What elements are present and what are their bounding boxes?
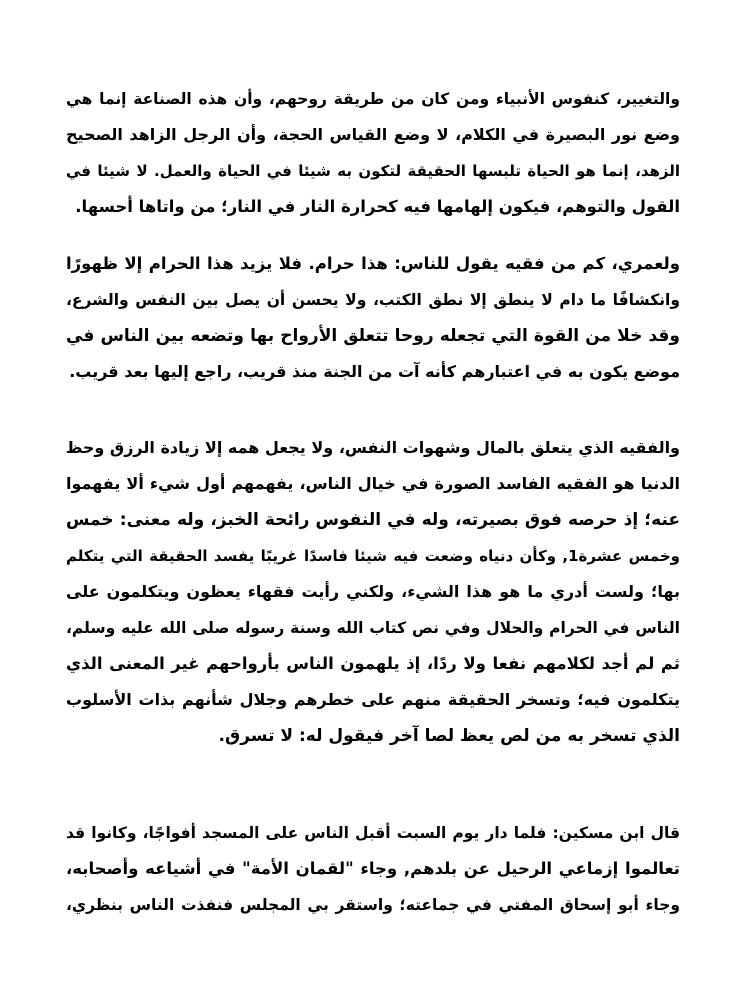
- text-line: بها؛ ولست أدري ما هو هذا الشيء، ولكني رأيت فقهاء يعظون ويتكلمون على: [66, 582, 680, 601]
- text-line: الناس في الحرام والحلال وفي نص كتاب الله وسنة رسوله صلى الله عليه وسلم،: [66, 619, 680, 637]
- text-line: ثم لم أجد لكلامهم نفعا ولا ردًا، إذ يلهمون الناس بأرواحهم غير المعنى الذي: [66, 654, 680, 673]
- paragraph: [66, 246, 680, 390]
- text-line: وخمس عشرة1, وكأن دنياه وضعت فيه شيئا فاسدًا غريبًا يفسد الحقيقة التي يتكلم: [66, 547, 680, 565]
- text-line: والتغيير، كنفوس الأنبياء ومن كان من طريقة روحهم، وأن هذه الصناعة إنما هي: [66, 90, 680, 108]
- paragraph: [66, 430, 680, 754]
- text-line: الدنيا هو الفقيه الفاسد الصورة في خيال الناس، يفهمهم أول شيء ألا يفهموا: [66, 474, 680, 493]
- text-line: يتكلمون فيه؛ وتسخر الحقيقة منهم على خطرهم وجلال شأنهم بذات الأسلوب: [66, 690, 680, 709]
- paragraph: [66, 815, 680, 923]
- text-line: الذي تسخر به من لص يعظ لصا آخر فيقول له: لا تسرق.: [218, 726, 680, 746]
- text-line: موضع يكون به في اعتبارهم كأنه آت من الجنة منذ قريب، راجع إليها بعد قريب.: [69, 362, 680, 381]
- text-line: والفقيه الذي يتعلق بالمال وشهوات النفس، ولا يجعل همه إلا زيادة الرزق وحظ: [66, 438, 680, 457]
- text-line: القول والتوهم، فيكون إلهامها فيه كحرارة النار في النار؛ من واتاها أحسها.: [75, 197, 680, 216]
- text-line: وانكشافًا ما دام لا ينطق إلا نطق الكتب، ولا يحسن أن يصل بين النفس والشرع،: [66, 291, 680, 309]
- text-line: الزهد، إنما هو الحياة تلبسها الحقيقة لتكون به شيئا في الحياة والعمل. لا شيئا في: [66, 162, 680, 180]
- text-line: ولعمري، كم من فقيه يقول للناس: هذا حرام. فلا يزيد هذا الحرام إلا ظهورًا: [66, 254, 680, 273]
- text-line: وجاء أبو إسحاق المفتي في جماعته؛ واستقر بي المجلس فنفذت الناس بنظري،: [66, 896, 680, 914]
- text-line: وقد خلا من القوة التي تجعله روحا تتعلق الأرواح بها وتضعه بين الناس في: [66, 326, 680, 346]
- text-line: تعالموا إزماعي الرحيل عن بلدهم, وجاء "لقمان الأمة" في أشياعه وأصحابه،: [66, 859, 680, 878]
- text-line: قال ابن مسكين: فلما دار يوم السبت أقبل الناس على المسجد أفواجًا، وكانوا قد: [66, 824, 680, 842]
- text-line: عنه؛ إذ حرصه فوق بصيرته، وله في النفوس رائحة الخبز، وله معنى: خمس: [66, 510, 680, 530]
- text-line: وضع نور البصيرة في الكلام، لا وضع القياس الحجة، وأن الرجل الزاهد الصحيح: [66, 125, 680, 144]
- paragraph: [66, 81, 680, 225]
